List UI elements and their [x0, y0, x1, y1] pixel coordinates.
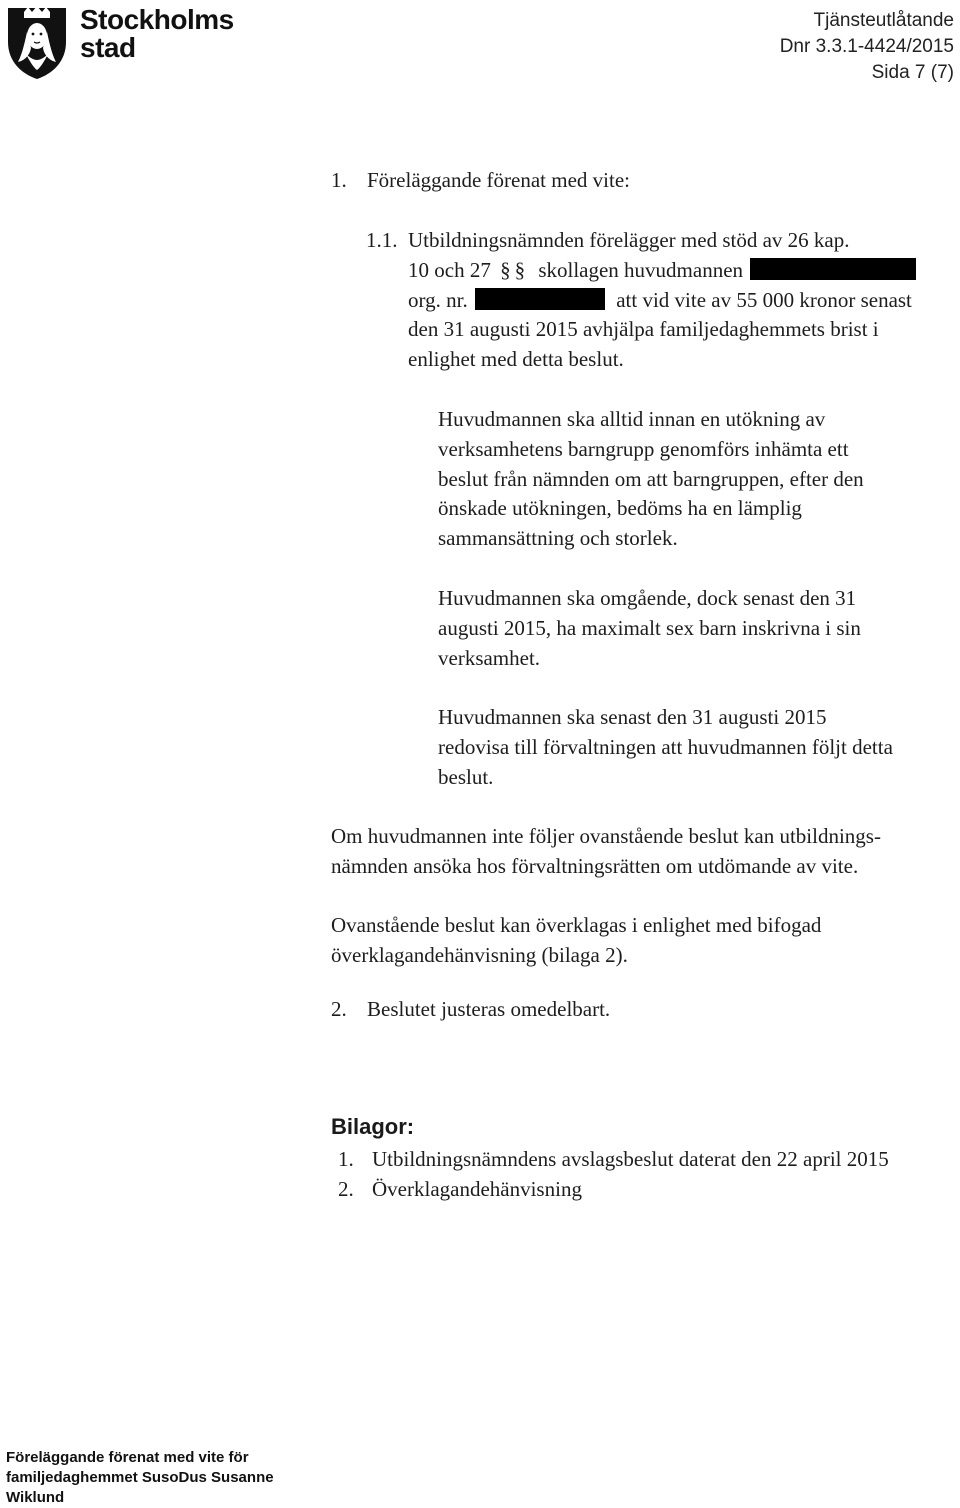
section-1-1-line-4: den 31 augusti 2015 avhjälpa familjedaghemmets brist i [408, 317, 879, 342]
attachment-number: 1. [338, 1147, 354, 1171]
requirement-1-line: verksamhetens barngrupp genomförs inhämta ett [438, 436, 849, 461]
list-item [338, 1145, 889, 1175]
requirement-3-line: redovisa till förvaltningen att huvudmannen följt detta [438, 734, 893, 759]
section-2-title: Beslutet justeras omedelbart. [367, 997, 611, 1021]
section-1-1-line-2a: 10 och 27 [408, 257, 491, 282]
attachment-text: Överklagandehänvisning [372, 1176, 582, 1201]
notice-vite [331, 822, 881, 882]
requirement-1-line: beslut från nämnden om att barngruppen, efter den [438, 466, 864, 491]
requirement-1 [438, 405, 864, 554]
document-meta [780, 8, 954, 86]
section-1-1-line-1: Utbildningsnämnden förelägger med stöd av 26 kap. [408, 228, 850, 252]
requirement-1-line: Huvudmannen ska alltid innan en utökning av [438, 407, 826, 431]
attachments-list [338, 1145, 889, 1205]
notice-appeal [331, 911, 821, 971]
notice-appeal-line: överklagandehänvisning (bilaga 2). [331, 942, 628, 967]
notice-vite-line: nämnden ansöka hos förvaltningsrätten om utdömande av vite. [331, 853, 859, 878]
paragraph-sign: §§ [500, 257, 530, 282]
section-1-1-line-5: enlighet med detta beslut. [408, 347, 624, 372]
requirement-2 [438, 584, 861, 673]
footer-line: Wiklund [6, 1489, 65, 1506]
section-1-1-line-3b: att vid vite av 55 000 kronor senast [616, 287, 912, 312]
list-item [338, 1175, 889, 1205]
section-1-heading [331, 166, 630, 196]
attachments-title: Bilagor: [331, 1114, 415, 1139]
requirement-2-line: augusti 2015, ha maximalt sex barn inskrivna i sin [438, 615, 861, 640]
section-1-title: Föreläggande förenat med vite: [367, 168, 630, 192]
section-1-number: 1. [331, 168, 347, 192]
redacted-org-number-block [475, 288, 605, 310]
logo-line-1: Stockholms [80, 4, 234, 35]
section-2-number: 2. [331, 997, 347, 1021]
requirement-1-line: sammansättning och storlek. [438, 526, 678, 551]
footer-line: familjedaghemmet SusoDus Susanne [6, 1469, 274, 1486]
notice-vite-line: Om huvudmannen inte följer ovanstående beslut kan utbildnings- [331, 824, 881, 848]
footer-line: Föreläggande förenat med vite för [6, 1449, 249, 1466]
requirement-2-line: Huvudmannen ska omgående, dock senast den 31 [438, 586, 857, 610]
doc-number: Dnr 3.3.1-4424/2015 [779, 36, 954, 57]
city-logo [4, 2, 244, 82]
attachment-text: Utbildningsnämndens avslagsbeslut daterat den 22 april 2015 [372, 1147, 889, 1171]
requirement-3-line: Huvudmannen ska senast den 31 augusti 2015 [438, 705, 827, 729]
doc-type: Tjänsteutlåtande [813, 10, 954, 31]
logo-line-2: stad [80, 32, 136, 63]
logo-wordmark [80, 6, 234, 62]
section-1-1 [366, 226, 956, 375]
requirement-2-line: verksamhet. [438, 645, 541, 670]
section-1-1-line-3a: org. nr. [408, 287, 468, 312]
notice-appeal-line: Ovanstående beslut kan överklagas i enlighet med bifogad [331, 913, 822, 937]
requirement-3 [438, 703, 893, 792]
section-1-1-number: 1.1. [366, 228, 398, 252]
section-2 [331, 995, 610, 1025]
redacted-name-block [750, 258, 916, 280]
attachment-number: 2. [338, 1176, 354, 1201]
page-number: Sida 7 (7) [871, 62, 954, 83]
section-1-1-line-2b: skollagen huvudmannen [538, 257, 744, 282]
page-footer [6, 1448, 274, 1508]
requirement-3-line: beslut. [438, 764, 494, 789]
crest-icon [4, 2, 70, 80]
requirement-1-line: önskade utökningen, bedöms ha en lämplig [438, 496, 802, 521]
